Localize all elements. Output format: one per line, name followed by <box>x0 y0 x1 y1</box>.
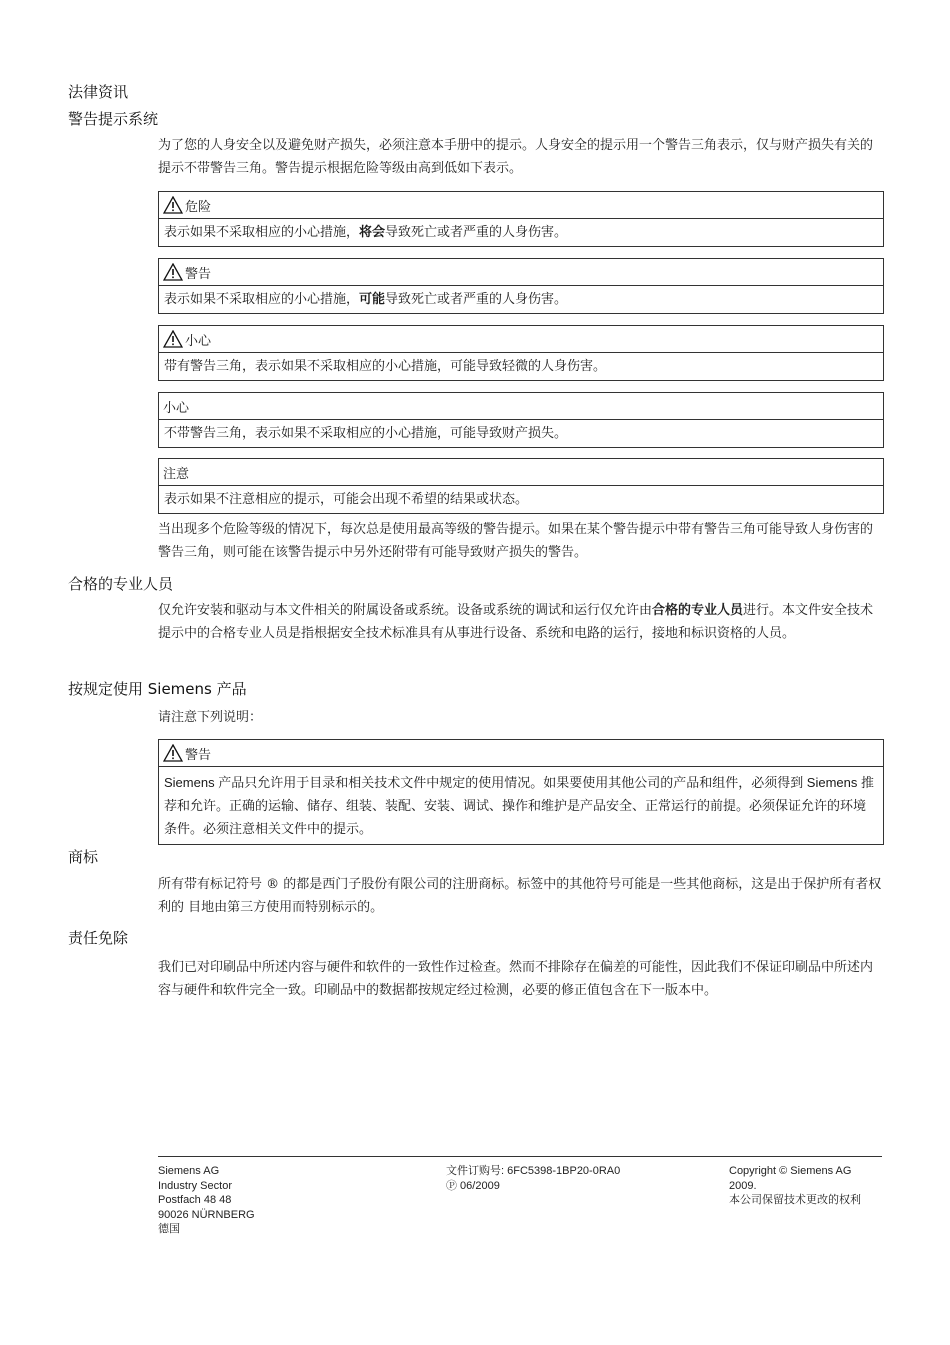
proper-use-warning-header <box>159 740 883 767</box>
proper-use-title: 按规定使用 Siemens 产品 <box>68 680 247 698</box>
address-line: 90026 NÜRNBERG <box>158 1208 255 1221</box>
warning-box <box>158 258 884 314</box>
edition-date: Ⓟ 06/2009 <box>446 1179 500 1192</box>
warning-title: 警告 <box>185 266 212 282</box>
proper-use-warning-title: 警告 <box>185 747 212 763</box>
warning-text: 表示如果不采取相应的小心措施，可能导致死亡或者严重的人身伤害。 <box>164 292 568 307</box>
legal-title: 法律资讯 <box>68 83 129 101</box>
address-line: Industry Sector <box>158 1179 232 1192</box>
copyright-line: Copyright © Siemens AG <box>729 1165 852 1177</box>
address-line: 德国 <box>158 1222 180 1235</box>
caution-text: 不带警告三角，表示如果不采取相应的小心措施，可能导致财产损失。 <box>164 426 568 441</box>
footer-copyright <box>729 1164 861 1208</box>
caution-box <box>158 392 884 448</box>
address-line: Siemens AG <box>158 1165 220 1177</box>
warning-triangle-icon <box>163 263 183 281</box>
footer-order <box>446 1164 620 1193</box>
warning-header <box>159 259 883 286</box>
order-number: 文件订购号: 6FC5398-1BP20-0RA0 <box>446 1165 621 1177</box>
footer-divider <box>158 1156 882 1157</box>
address-line: Postfach 48 48 <box>158 1194 232 1206</box>
danger-text: 表示如果不采取相应的小心措施，将会导致死亡或者严重的人身伤害。 <box>164 225 568 240</box>
warning-triangle-icon <box>163 196 183 214</box>
caution-triangle-title: 小心 <box>185 333 212 349</box>
caution-header <box>159 393 883 420</box>
trademark-title: 商标 <box>68 848 99 866</box>
trademark-paragraph: 所有带有标记符号 ® 的都是西门子股份有限公司的注册商标。标签中的其他符号可能是一些其他商标，这是出于保护所有者权利的 目地由第三方使用而特别标示的。 <box>158 877 882 915</box>
proper-use-intro: 请注意下列说明： <box>158 710 263 725</box>
caution-triangle-header <box>159 326 883 353</box>
notice-title: 注意 <box>163 466 190 482</box>
danger-box <box>158 191 884 247</box>
notice-header <box>159 459 883 486</box>
proper-use-warning-text: Siemens 产品只允许用于目录和相关技术文件中规定的使用情况。如果要使用其他公司的产品和组件，必须得到 Siemens 推荐和允许。正确的运输、储存、组装、装配、安装、调试、操作和维护是产品安全、正常运行的前提。必须保证允许的环境条件。必须注意相关文件中的提示。 <box>164 775 874 836</box>
danger-header <box>159 192 883 219</box>
intro-paragraph: 为了您的人身安全以及避免财产损失，必须注意本手册中的提示。人身安全的提示用一个警告三角表示，仅与财产损失有关的提示不带警告三角。警告提示根据危险等级由高到低如下表示。 <box>158 138 874 176</box>
proper-use-warning-box <box>158 739 884 845</box>
warning-system-title: 警告提示系统 <box>68 110 159 128</box>
warning-triangle-icon <box>163 330 183 348</box>
qualified-title: 合格的专业人员 <box>68 575 174 593</box>
multi-level-paragraph: 当出现多个危险等级的情况下，每次总是使用最高等级的警告提示。如果在某个警告提示中带有警告三角可能导致人身伤害的警告三角，则可能在该警告提示中另外还附带有可能导致财产损失的警告。 <box>158 522 874 560</box>
caution-title: 小心 <box>163 400 190 416</box>
disclaimer-title: 责任免除 <box>68 929 129 947</box>
caution-triangle-box <box>158 325 884 381</box>
footer-address <box>158 1164 255 1237</box>
notice-text: 表示如果不注意相应的提示，可能会出现不希望的结果或状态。 <box>164 492 529 507</box>
caution-triangle-text: 带有警告三角，表示如果不采取相应的小心措施，可能导致轻微的人身伤害。 <box>164 359 607 374</box>
copyright-year: 2009. <box>729 1179 757 1192</box>
warning-triangle-icon <box>163 744 183 762</box>
danger-title: 危险 <box>185 199 212 215</box>
disclaimer-paragraph: 我们已对印刷品中所述内容与硬件和软件的一致性作过检查。然而不排除存在偏差的可能性，因此我们不保证印刷品中所述内容与硬件和软件完全一致。印刷品中的数据都按规定经过检测，必要的修正值包含在下一版本中。 <box>158 960 874 998</box>
qualified-paragraph: 仅允许安装和驱动与本文件相关的附属设备或系统。设备或系统的调试和运行仅允许由合格的专业人员进行。本文件安全技术提示中的合格专业人员是指根据安全技术标准具有从事进行设备、系统和电路的运行，接地和标识资格的人员。 <box>158 603 874 641</box>
notice-box <box>158 458 884 514</box>
copyright-rights: 本公司保留技术更改的权利 <box>729 1193 861 1206</box>
